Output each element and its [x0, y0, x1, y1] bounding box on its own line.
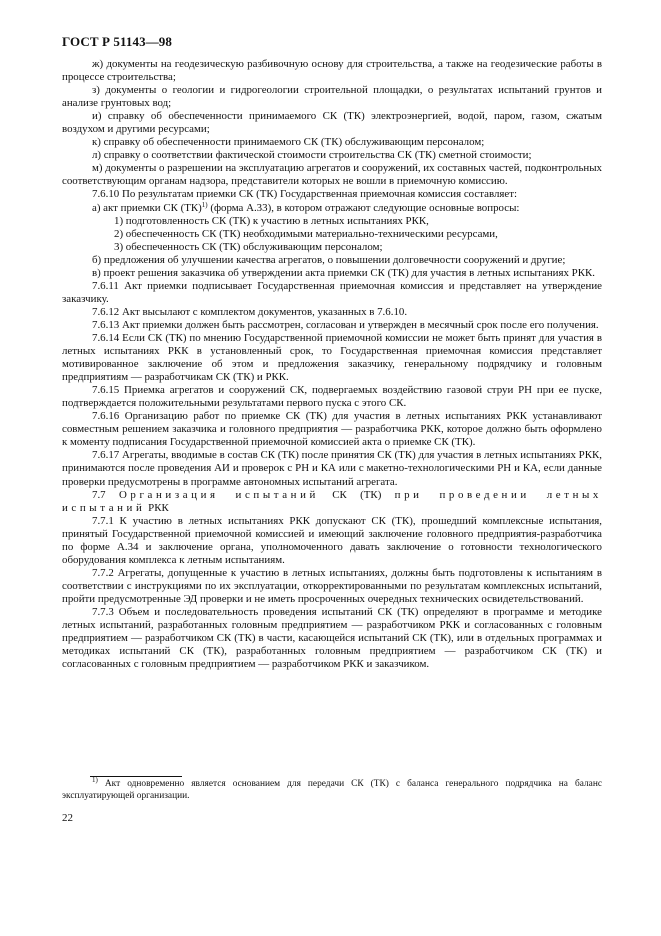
clause-7-6-14: 7.6.14 Если СК (ТК) по мнению Государственной приемочной комиссии не может быть принят для участия в летных испытаниях РКК в установленный срок, то Государственная приемочная комиссия представляет мотивированное заключение об этом и предложения заказчику, генеральному подрядчику и головным предприятиям — разработчикам СК (ТК) и РКК. — [62, 331, 602, 384]
list-item: в) проект решения заказчика об утверждении акта приемки СК (ТК) для участия в летных испытаниях РКК. — [92, 266, 595, 279]
section-title-part: Организация испытаний — [118, 488, 319, 501]
section-number: 7.7 — [92, 488, 106, 501]
clause-7-7-2: 7.7.2 Агрегаты, допущенные к участию в летных испытаниях, должны быть подготовлены к испытаниям в соответствии с инструкциями по их эксплуатации, откорректированными по результатам комплексных испытаний, пройти предусмотренные ЭД проверки и не иметь просроченных очередных технических освидетельствований. — [62, 566, 602, 605]
footnote — [62, 776, 602, 803]
clause-7-6-12: 7.6.12 Акт высылают с комплектом документов, указанных в 7.6.10. — [92, 305, 408, 318]
list-item: м) документы о разрешении на эксплуатацию агрегатов и сооружений, их составных частей, подконтрольных соответствующим органам надзора, представители которых не вошли в приемочную комиссию. — [62, 162, 603, 188]
list-item: и) справку об обеспеченности принимаемого СК (ТК) электроэнергией, водой, паром, газом, сжатым воздухом и другими ресурсами; — [62, 110, 602, 136]
list-item: к) справку об обеспеченности принимаемого СК (ТК) обслуживающим персоналом; — [92, 136, 485, 149]
clause-7-7-3: 7.7.3 Объем и последовательность проведения испытаний СК (ТК) определяют в программе и методике летных испытаний, разработанных головным предприятием — разработчиком РКК и согласованных с головным предприятием — разработчиком СК (ТК) в части, касающейся испытаний СК (ТК), или в отдельных программах и методиках испытаний СК (ТК), разработанных головным предприятием — разработчиком СК (ТК) и согласованных с головным предприятием — разработчиком РКК и заказчиком. — [62, 605, 602, 671]
sub-list-item: 2) обеспеченность СК (ТК) необходимыми материально-техническими ресурсами, — [114, 227, 498, 240]
clause-7-6-15: 7.6.15 Приемка агрегатов и сооружений СК, подвергаемых воздействию газовой струи РН при ее пуске, подтверждается положительными результатами первого пуска с этого СК. — [62, 384, 602, 410]
list-item: ж) документы на геодезическую разбивочную основу для строительства, а также на геодезические работы в процессе строительства; — [62, 58, 602, 84]
document-header: ГОСТ Р 51143—98 — [62, 34, 173, 49]
clause-7-6-17: 7.6.17 Агрегаты, вводимые в состав СК (ТК) после принятия СК (ТК) для участия в летных испытаниях РКК, принимаются после проведения АИ и проверок с РН и КА или с макетно-технологическими РН и КА, если данные проверки предусмотрены в программе автономных испытаний агрегата. — [62, 449, 602, 488]
clause-7-6-16: 7.6.16 Организацию работ по приемке СК (ТК) для участия в летных испытаниях РКК устанавливают совместным решением заказчика и головного предприятия — разработчика РКК, которое должно быть оформлено к моменту подписания Государственной приемочной комиссией акта о приемке СК (ТК). — [62, 410, 602, 449]
section-title-part: РКК — [145, 501, 169, 514]
page-number: 22 — [62, 812, 73, 824]
item-text-before: а) акт приемки СК (ТК) — [92, 201, 202, 214]
page-body — [62, 58, 602, 671]
list-item: з) документы о геологии и гидрогеологии строительной площадки, о результатах испытаний грунтов и анализе грунтовых вод; — [62, 84, 602, 110]
clause-7-6-10: 7.6.10 По результатам приемки СК (ТК) Государственная приемочная комиссия составляет: — [92, 188, 518, 201]
clause-7-7-1: 7.7.1 К участию в летных испытаниях РКК допускают СК (ТК), прошедший комплексные испытания, принятый Государственной приемочной комиссией и имеющий заключение головного предприятия-разработчика по форме А.34 и заключение органа, уполномоченного давать заключение о готовности технологического оборудования комплекса к летным испытаниям. — [62, 514, 602, 566]
list-item-with-footnote — [62, 202, 602, 215]
section-heading-7-7 — [62, 489, 602, 515]
clause-7-6-13: 7.6.13 Акт приемки должен быть рассмотрен, согласован и утвержден в месячный срок после его получения. — [92, 318, 599, 331]
item-text-after: (форма А.33), в котором отражают следующие основные вопросы: — [207, 201, 520, 214]
list-item: л) справку о соответствии фактической стоимости строительства СК (ТК) сметной стоимости; — [92, 149, 532, 162]
footnote-divider — [90, 776, 182, 777]
sub-list-item: 3) обеспеченность СК (ТК) обслуживающим персоналом; — [114, 240, 383, 253]
clause-7-6-11: 7.6.11 Акт приемки подписывает Государственная приемочная комиссия и представляет на утверждение заказчику. — [62, 279, 602, 305]
list-item: б) предложения об улучшении качества агрегатов, о повышении долговечности сооружений и другие; — [92, 253, 566, 266]
sub-list-item: 1) подготовленность СК (ТК) к участию в летных испытаниях РКК, — [114, 214, 429, 227]
footnote-marker: 1) — [92, 776, 98, 784]
footnote-text: Акт одновременно является основанием для передачи СК (ТК) с баланса генерального подрядчика на баланс эксплуатирующей организации. — [62, 779, 602, 801]
section-title-part: при проведении летных испытаний — [62, 488, 602, 514]
footnote-reference: 1) — [201, 200, 208, 209]
section-title-part: СК (ТК) — [318, 488, 395, 501]
